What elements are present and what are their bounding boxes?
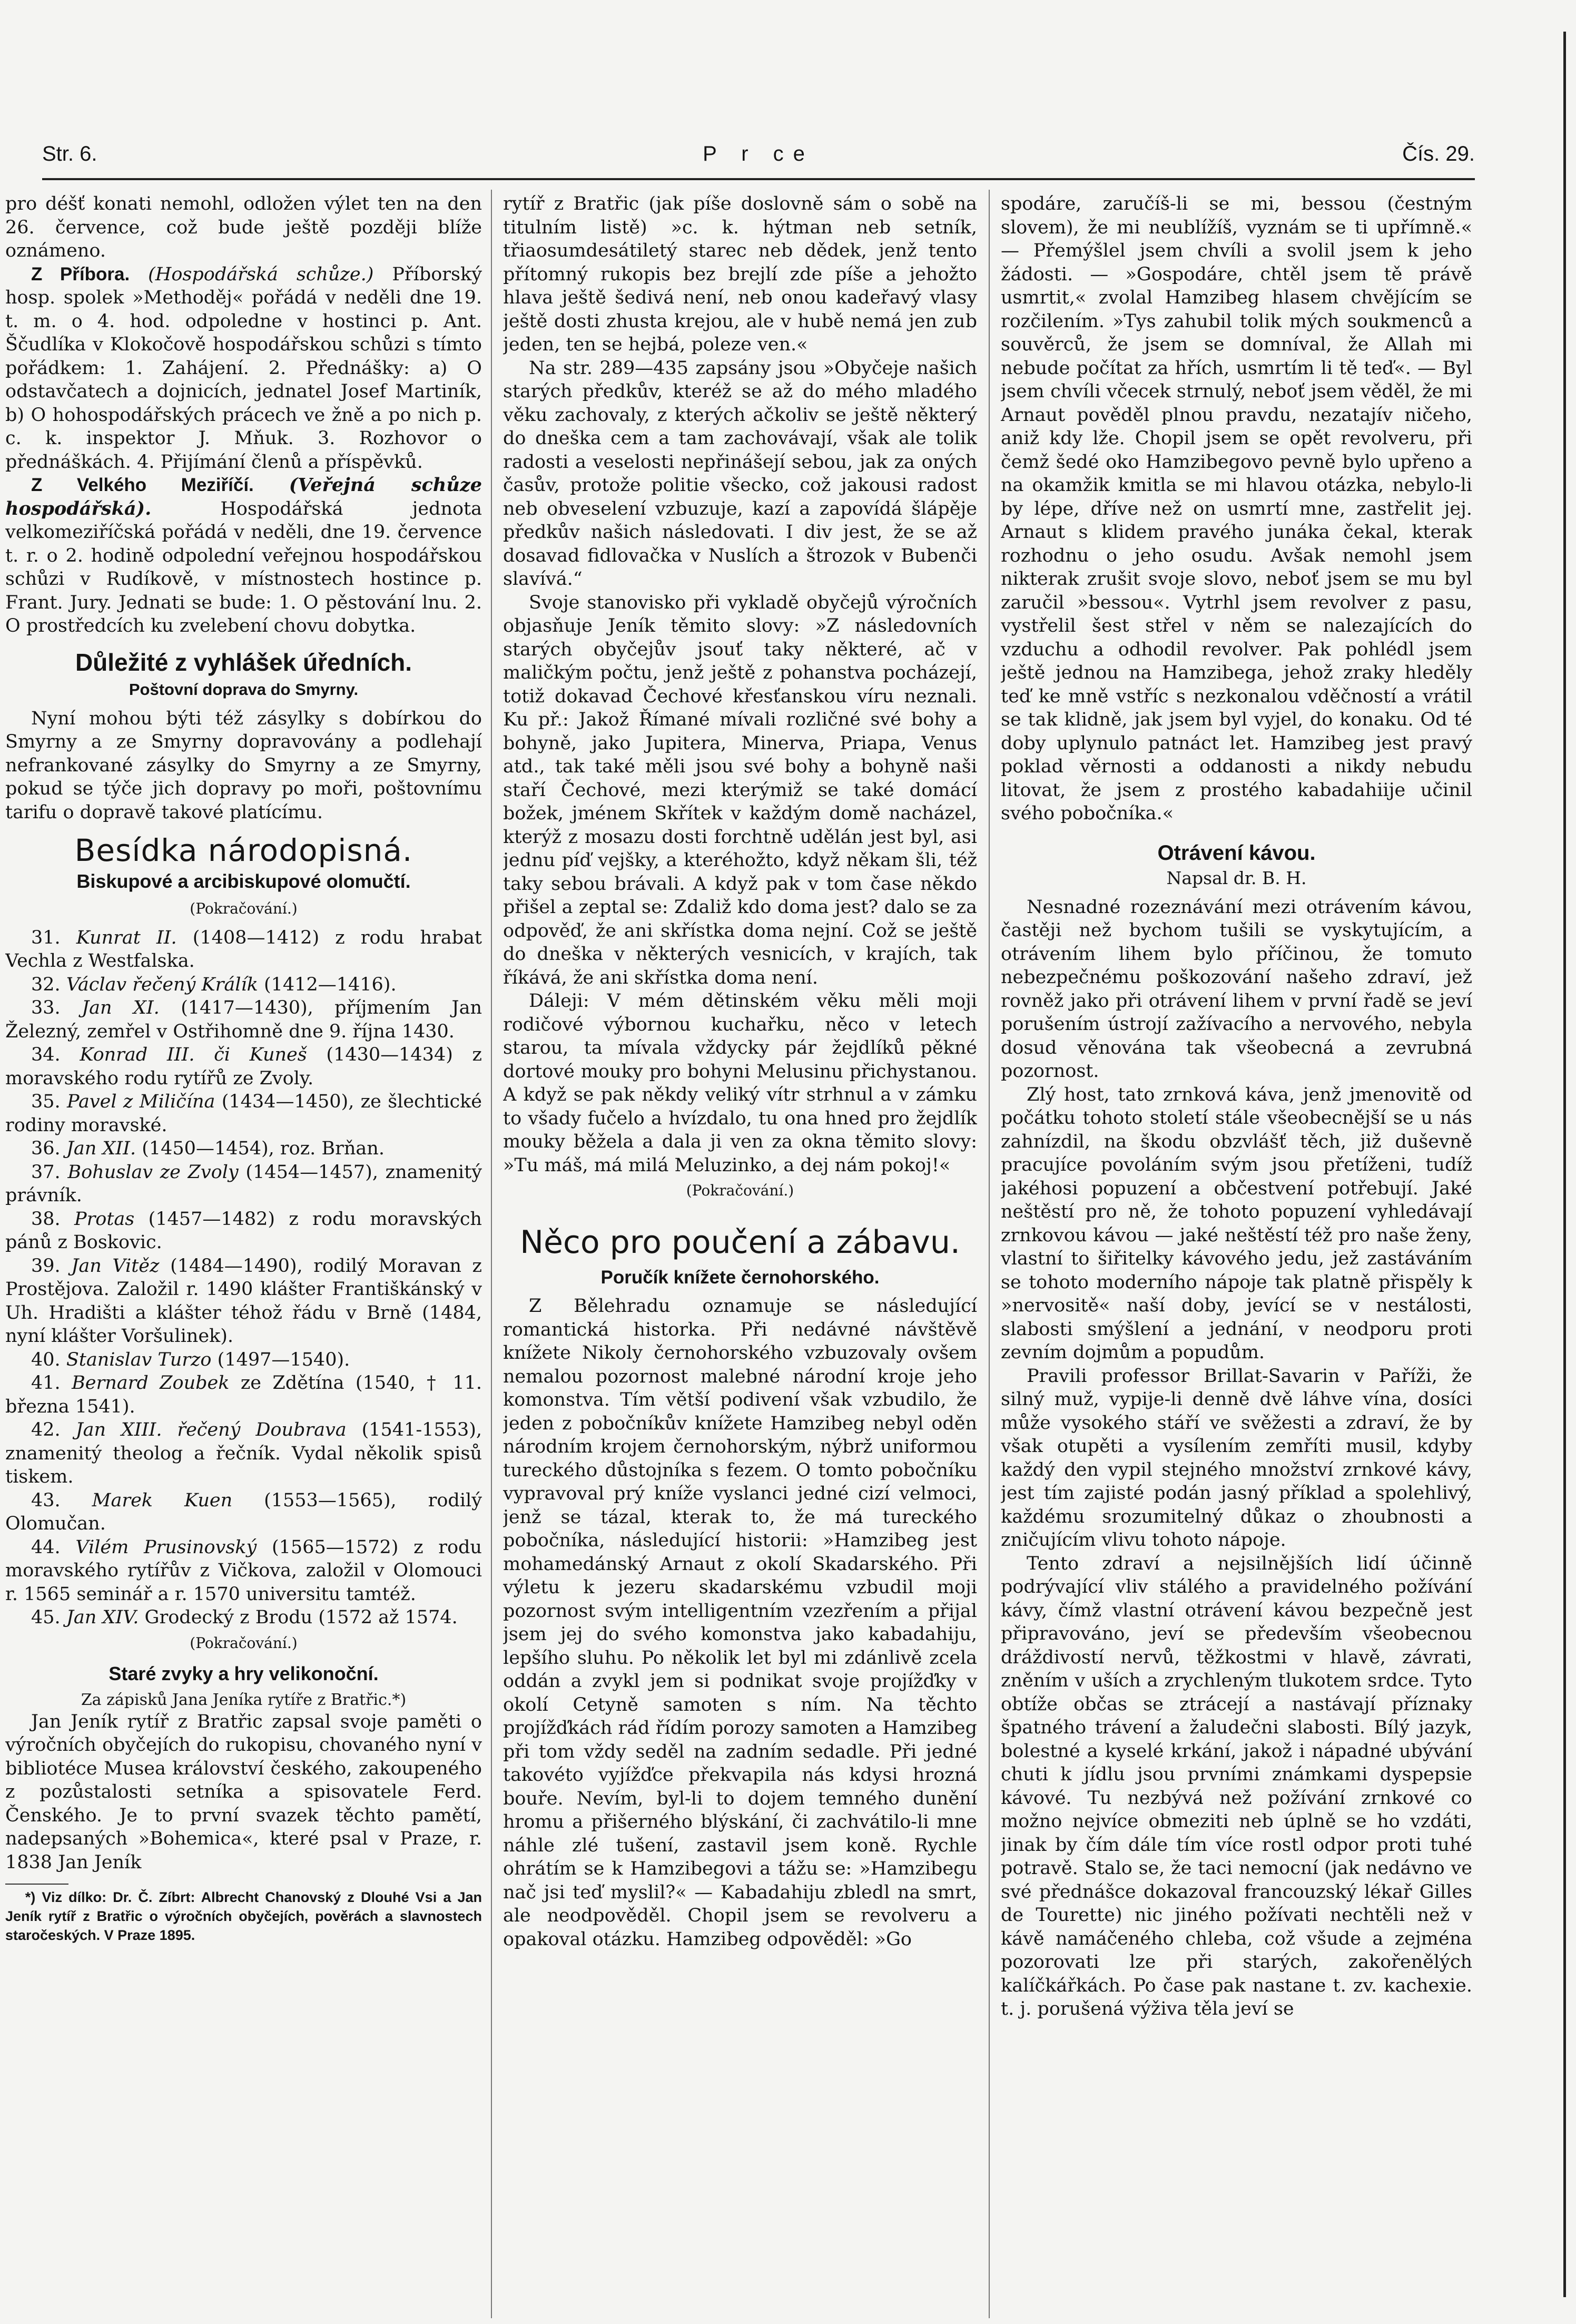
bishop-name: Bohuslav ze Zvoly: [67, 1161, 239, 1183]
bishop-name: Marek Kuen: [92, 1489, 233, 1511]
page-header: [42, 142, 1475, 174]
mezirici-text: Hospodářská jednota velkomeziříčská pořádá v neděli, dne 19. července t. r. o 2. hodině odpolední veřejnou hospodářskou schůzi v Rudíkově, v místnostech hostince p. Frant. Jury. Jednati se bude: 1. O pěstování lnu. 2. O prostředcích ku zvelebení chovu dobytka.: [5, 498, 482, 636]
bishop-number: 38.: [31, 1208, 61, 1230]
subheading-zapisky: Za zápisků Jana Jeníka rytíře z Bratřic.*): [81, 1690, 407, 1709]
bishop-number: 40.: [31, 1349, 61, 1370]
bishop-details: (1454—1457), znamenitý právník.: [5, 1161, 482, 1206]
bishop-number: 36.: [31, 1138, 61, 1159]
column-3: [1001, 192, 1472, 2316]
bishop-details: Grodecký z Brodu (1572 až 1574.: [144, 1607, 458, 1628]
col3-paragraph-3: Zlý host, tato zrnková káva, jenž jmenovitě od počátku tohoto století stále všeobecnější se u nás zahnízdil, na škodu obzvlášť těch, již duševně pracujíce povoláním svým jsou přetíženi, tudíž jakéhosi popuzení a občestvení potřebují. Jaké neštěstí pro ně, že tohoto popuzení vyhledávají zrnkovou kávou — jaké neštěstí též pro naše ženy, vlastní to šiřitelky kávového jedu, jež zastáváním se tohoto moderního nápoje tak platně přispěly k »nervositě« naší doby, jevící se v nestálosti, slabosti smýšlení a jednání, v neodporu proti zevním dojmům a popudům.: [1001, 1084, 1472, 1363]
bishop-number: 34.: [31, 1044, 61, 1065]
bishop-name: Konrad III. či Kuneš: [80, 1044, 307, 1065]
bishop-name: Jan XIII. řečený Doubrava: [75, 1419, 347, 1440]
smyrna-paragraph: Nyní mohou býti též zásylky s dobírkou do Smyrny a ze Smyrny dopravovány a podlehají nefrankované zásylky do Smyrny a ze Smyrny, pokud se týče jich dopravy po moři, poštovnímu tarifu o dopravě takové platícímu.: [5, 708, 482, 823]
bishop-details: (1434—1450), ze šlechtické rodiny moravské.: [5, 1091, 482, 1136]
bishop-item: [5, 926, 482, 973]
bishop-item: [5, 1371, 482, 1418]
pribor-text: Příborský hosp. spolek »Methoděj« pořádá v neděli dne 19. t. m. o 4. hod. odpoledne v hostinci p. Ant. Ščudlíka v Klokočově hospodářskou schůzi s tímto pořádkem: 1. Zahájení. 2. Přednášky: a) O odstavčatech a dojnicích, jednatel Josef Martiník, b) O hohospodářských prácech ve žně a po nich p. c. k. inspektor J. Mňuk. 3. Rozhovor o přednáškách. 4. Přijímání členů a příspěvků.: [5, 263, 482, 473]
continued-note-3: (Pokračování.): [686, 1182, 794, 1199]
bishop-number: 45.: [31, 1607, 61, 1628]
bishop-name: Kunrat II.: [76, 927, 177, 948]
col2-paragraph-2: Na str. 289—435 zapsány jsou »Obyčeje našich starých předkův, kteréž se až do mého mladého věku zachovaly, z kterých ačkoliv se ještě některý do dneška cem a tam zachovávají, však ale tolik radosti a veselosti nepřinášejí sebou, jak za oných časův, protože politie všecko, což jakousi radost neb obveselení vzbuzuje, kazí a zapovídá šlápěje předkův našich následovati. I div jest, že se až dosavad fidlovačka v Nuslích a štrozok v Bubenči slavívá.“: [503, 357, 977, 590]
bishop-number: 44.: [31, 1536, 61, 1558]
bishop-name: Jan XII.: [66, 1138, 136, 1159]
jenik-paragraph: Jan Jeník rytíř z Bratřic zapsal svoje paměti o výročních obyčejích do rukopisu, chovaného nyní v bibliotéce Musea království českého, zakoupeného z pozůstalosti setníka a spisovatele Ferd. Čenského. Je to první svazek těchto pamětí, nadepsaných »Bohemica«, které psal v Praze, r. 1838 Jan Jeník: [5, 1711, 482, 1873]
heading-dulezite: Důležité z vyhlášek úředních.: [75, 648, 412, 676]
newspaper-title: P r ce: [703, 142, 814, 165]
bishop-details: (1417—1430), příjmením Jan Železný, zemřel v Ostřihomně dne 9. října 1430.: [5, 997, 482, 1042]
bishop-item: [5, 1090, 482, 1137]
bishop-name: Protas: [74, 1208, 135, 1230]
bishop-number: 35.: [31, 1091, 61, 1112]
column-divider-1: [491, 190, 492, 2318]
heading-besidka: Besídka národopisná.: [74, 832, 413, 868]
bishop-list: [5, 926, 482, 1630]
col2-paragraph-1: rytíř z Bratřic (jak píše doslovně sám o sobě na titulním listě) »c. k. hýtman neb setník, třiaosumdesátiletý starec neb dědek, jenž tento přítomný rukopis bez brejlí zde píše a jehožto hlava ještě šedivá není, neb onou kadeřavý vlasy ještě dosti zhusta krejou, ale v hubě nemá jen zub jeden, ten se hejbá, poleze ven.«: [503, 193, 977, 355]
heading-stare-zvyky: Staré zvyky a hry velikonoční.: [109, 1663, 379, 1684]
bishop-details: (1553—1565), rodilý Olomučan.: [5, 1489, 482, 1534]
bishop-item: [5, 1536, 482, 1606]
heading-postovni: Poštovní doprava do Smyrny.: [129, 680, 359, 699]
heading-neco: Něco pro poučení a zábavu.: [520, 1223, 960, 1261]
bishop-details: (1541-1553), znamenitý theolog a řečník. Vydal několik spisů tiskem.: [5, 1419, 482, 1487]
bishop-name: Bernard Zoubek: [72, 1372, 230, 1394]
bishop-name: Václav řečený Králík: [66, 974, 258, 995]
col2-paragraph-4: Dáleji: V mém dětinském věku měli moji rodičové výbornou kuchařku, něco v letech starou, ta mívala vždycky pár žejdlíků pěkné dortové mouky pro bohyni Melusinu přichystanou. A když se pak někdy veliký vítr strhnul a v zámku to všady fučelo a hvízdalo, tu ona hned pro žejdlík mouky běžela a dala ji ven za okna těmito slovy: »Tu máš, má milá Meluzinko, a dej nám pokoj!«: [503, 991, 977, 1176]
footnote: *) Viz dílko: Dr. Č. Zíbrt: Albrecht Chanovský z Dlouhé Vsi a Jan Jeník rytíř z Bratřic o výročních obyčejích, pověrách a slavnostech staročeských. V Praze 1895.: [5, 1889, 482, 1943]
bishop-number: 32.: [31, 974, 61, 995]
bishop-number: 41.: [31, 1372, 61, 1394]
bishop-number: 31.: [31, 927, 61, 948]
bishop-details: (1430—1434) z moravského rodu rytířů ze Zvoly.: [5, 1044, 482, 1089]
mezirici-title: (Veřejná schůze hospodářská).: [5, 474, 482, 519]
bishop-item: [5, 1418, 482, 1489]
heading-biskupove: Biskupové a arcibiskupové olomučtí.: [76, 870, 411, 892]
pribor-place: Z Příbora.: [31, 263, 130, 285]
bishop-name: Jan XIV.: [66, 1607, 139, 1628]
bishop-details: (1565—1572) z rodu moravského rytířův z Vičkova, založil v Olomouci r. 1565 seminář a r. 1570 universitu tamtéž.: [5, 1536, 482, 1605]
bishop-name: Jan Vitěz: [71, 1255, 160, 1277]
bishop-name: Vilém Prusinovský: [75, 1536, 257, 1558]
bishop-number: 39.: [31, 1255, 61, 1277]
continued-note: (Pokračování.): [190, 900, 298, 917]
bishop-item: [5, 1043, 482, 1090]
column-2: [503, 192, 977, 2316]
bishop-details: (1408—1412) z rodu hrabat Vechla z Westfalska.: [5, 927, 482, 972]
page-number: Str. 6.: [42, 142, 97, 165]
bishop-item: [5, 1254, 482, 1348]
bishop-name: Stanislav Turzo: [66, 1349, 212, 1370]
footnote-rule: [5, 1884, 68, 1885]
bishop-item: [5, 1208, 482, 1254]
pribor-notice: [5, 263, 482, 474]
col3-paragraph-4: Pravili professor Brillat-Savarin v Paříži, že silný muž, vypije-li denně dvě láhve vína, dosíci může vysokého stáří ve svěžesti a zdraví, že by však otupěti a vysílením zemříti musil, kdyby každý den vypil stejného množství zrnkové kávy, jest tím zajisté podán jasný příklad a spolehlivý, každému srozumitelný důkaz o zhoubnosti a zničujícím vlivu tohoto nápoje.: [1001, 1365, 1472, 1551]
bishop-item: [5, 973, 482, 997]
col2-paragraph-3: Svoje stanovisko při vykladě obyčejů výročních objasňuje Jeník těmito slovy: »Z následovních starých obyčejův jsouť taky některé, ač v maličkým počtu, jenž ještě z pohanstva pocházejí, totiž dokavad Čechové křesťanskou víru neznali. Ku př.: Jakož Římané mívali rozličné své bohy a bohyně, jako Jupitera, Minerva, Priapa, Venus atd., tak také měli jsou své bohy a bohyně naši staří Čechové, mezi kterýmiž se také domácí božek, jménem Skřítek v každým domě nacházel, kterýž z mosazu dosti forchtně udělán jest byl, asi jednu píď vejšky, a kteréhožto, když někam šli, též taky sebou brávali. A když pak v tom čase někdo přišel a zeptal se: Zdaliž kdo doma jest? dalo se za odpověď, že ani skřístka doma nejní. Což se ještě do dneška v některých vesnicích, v krajích, tak říkává, že ani skřístka doma není.: [503, 592, 977, 988]
col3-paragraph-5: Tento zdraví a nejsilnějších lidí účinně podrývající vliv stálého a pravidelného požívání kávy, čímž vlastní otrávení kávou bezpečně jest připravováno, jeví se především všeobecnou dráždivostí nervů, těžkostmi v hlavě, závrati, zněním v uších a zrychleným tlukotem srdce. Tyto obtíže občas se ztrácejí a nastávají příznaky špatného trávení a žaludečni slabosti. Bílý jazyk, bolestné a kyselé krkání, jakož i nápadné ubývání chuti k jídlu jsou prvními známkami dyspepsie kávové. Tu nezbývá než požívání zrnkové co možno nejvíce obmeziti neb úplně se ho vzdáti, jinak by čím dále tím více rostl odpor proti tuhé potravě. Stalo se, že taci nemocní (jak nedávno ve své přednášce dokazoval francouzský lékař Gilles de Tourette) nic jiného požívati nechtěli než v kávě namáčeného chleba, což všude a zejména pozorovati lze při starých, zakořenělých kalíčkářkách. Po čase pak nastane t. zv. kachexie. t. j. porušená výživa těla jeví se: [1001, 1553, 1472, 2019]
bishop-details: (1450—1454), roz. Brňan.: [142, 1138, 385, 1159]
bishop-details: (1457—1482) z rodu moravských pánů z Boskovic.: [5, 1208, 482, 1253]
col2-paragraph-5: Z Bělehradu oznamuje se následující romantická historka. Při nedávné návštěvě knížete Nikoly černohorského vzbuzovaly ovšem nemalou pozornost malebné národní kroje jeho komonstva. Tím větší podivení však vzbudilo, že jeden z pobočníkův knížete Hamzibeg nebyl oděn národním krojem černohorským, nýbrž uniformou tureckého důstojníka s fezem. O tomto pobočníku vypravoval prý kníže vyslanci jedné cizí velmoci, jenž se tázal, kterak to, že má tureckého pobočníka, následující historii: »Hamzibeg jest mohamedánský Arnaut z okolí Skadarského. Při výletu k jezeru skadarskému vzbudil moji pozornost svým intelligentním vzezřením a přijal jsem jej do svého komonstva jako kabadahiju, lepšího sluhu. Po několik let byl mi zdánlivě zcela oddán a zvykl jem si podnikat svoje projížďky v okolí Cetyně samoten s ním. Na těchto projížďkách rád řídím porozy samoten a Hamzibeg při tom vždy seděl na zadním sedadle. Při jedné takovéto vyjížďce překvapila nás kdysi hrozná bouře. Nevím, byl-li to dojem temného dunění hromu a přišerného blýskání, či zachvátilo-li mne náhle zlé tušení, zastavil jsem koně. Rychle ohrátím se k Hamzibegovi a tážu se: »Hamzibegu nač jsi teď myslil?« — Kabadahiju zbledl na smrt, ale neodpověděl. Chopil jsem se revolveru a opakoval otázku. Hamzibeg odpověděl: »Go: [503, 1296, 977, 1950]
bishop-details: (1412—1416).: [263, 974, 397, 995]
mezirici-notice: [5, 474, 482, 638]
bishop-details: (1484—1490), rodilý Moravan z Prostějova. Založil r. 1490 klášter Františkánský v Uh. Hradišti a klášter téhož řádu v Brně (1484, nyní klášter Voršulinek).: [5, 1255, 482, 1347]
bishop-item: [5, 1489, 482, 1536]
continued-paragraph: pro déšť konati nemohl, odložen výlet ten na den 26. července, což bude ještě později blíže oznámeno.: [5, 193, 482, 261]
bishop-details: ze Zdětína (1540, † 11. března 1541).: [5, 1372, 482, 1417]
column-divider-2: [989, 190, 990, 2318]
column-1: [5, 192, 482, 2316]
article-author: Napsal dr. B. H.: [1166, 868, 1307, 888]
bishop-item: [5, 996, 482, 1043]
header-rule: [42, 178, 1475, 180]
bishop-details: (1497—1540).: [217, 1349, 350, 1370]
bishop-number: 43.: [31, 1489, 61, 1511]
col3-paragraph-2: Nesnadné rozeznávání mezi otrávením kávou, častěji než bychom tušili se vyskytujícím, a otrávením lihem bylo příčinou, že tomuto nebezpečnému poškozování našeho zdraví, jež rovněž jako při otrávení lihem v první řadě se jeví porušením ústrojí zažívacího a nervového, nebyla dosud věnována tak všeobecná a zevrubná pozornost.: [1001, 896, 1472, 1082]
bishop-item: [5, 1137, 482, 1161]
bishop-number: 37.: [31, 1161, 61, 1183]
bishop-item: [5, 1606, 482, 1630]
bishop-item: [5, 1161, 482, 1208]
bishop-item: [5, 1348, 482, 1372]
bishop-number: 33.: [31, 997, 61, 1018]
continued-note-2: (Pokračování.): [190, 1634, 298, 1652]
heading-porucik: Poručík knížete černohorského.: [600, 1267, 880, 1288]
mezirici-place: Z Velkého Meziříčí.: [31, 475, 254, 495]
scan-edge-line: [1563, 32, 1566, 2297]
pribor-title: (Hospodářská schůze.): [148, 263, 374, 285]
heading-otraveni: Otrávení kávou.: [1157, 841, 1316, 865]
bishop-name: Pavel z Miličína: [67, 1091, 215, 1112]
col3-paragraph-1: spodáre, zaručíš-li se mi, bessou (čestným slovem), že mi neublížíš, vyznám se ti upřímně.« — Přemýšlel jsem chvíli a svolil jsem k jeho žádosti. — »Gospodáre, chtěl jsem tě právě usmrtit,« zvolal Hamzibeg hlasem chvějícím se rozčilením. »Tys zahubil tolik mých soukmenců a souvěrců, že jsem se domníval, že Allah mi nebude počítat za hřích, usmrtím li tě teď«. — Byl jsem chvíli včecek strnulý, neboť jsem věděl, že mi Arnaut pověděl plnou pravdu, nezatajív ničeho, aniž kdy lže. Chopil jsem se opět revolveru, při čemž šedé oko Hamzibegovo pevně bylo upřeno a na okamžik kmitla se mi hlavou otázka, nebylo-li by lépe, dříve než on usmrtí mne, zastřelit jej. Arnaut s klidem pravého junáka čekal, kterak rozhodnu o jeho osudu. Avšak nemohl jsem nikterak zrušit svoje slovo, neboť jsem se mu byl zaručil »bessou«. Vytrhl jsem revolver z pasu, vystřelil šest střel v něm se nalezajících do vzduchu a odhodil revolver. Pak pohlédl jsem ještě jednou na Hamzibega, jehož zraky hleděly teď ke mně vstříc s nezkonalou vděčností a vrátil se tak klidně, jak jsem byl vyjel, do konaku. Od té doby uplynulo patnáct let. Hamzibeg jest pravý poklad věrnosti a oddanosti a nikdy nebudu litovat, že jsem z prostého kabadahiije učinil svého pobočníka.«: [1001, 193, 1472, 824]
issue-number: Čís. 29.: [1402, 142, 1475, 165]
bishop-number: 42.: [31, 1419, 61, 1440]
bishop-name: Jan XI.: [82, 997, 160, 1018]
